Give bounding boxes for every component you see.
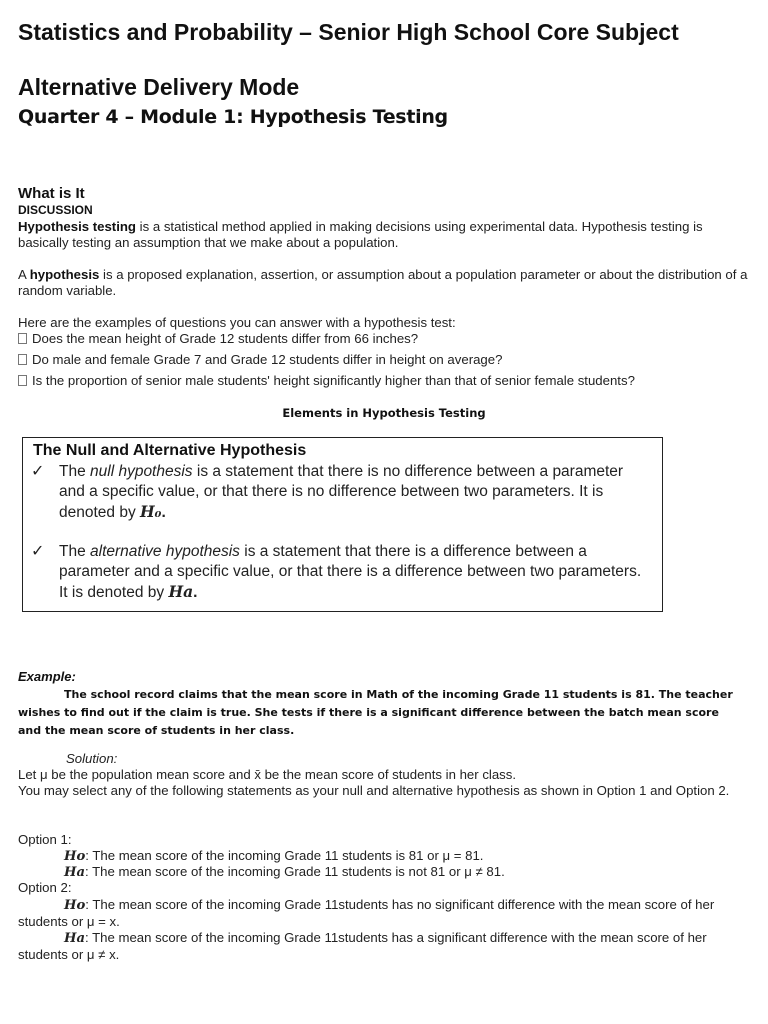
question-text: Does the mean height of Grade 12 students differ from 66 inches?	[32, 331, 419, 346]
question-text: Do male and female Grade 7 and Grade 12 students differ in height on average?	[32, 352, 503, 367]
let-statement: Let μ be the population mean score and x̄ be the mean score of students in her class.	[18, 767, 517, 782]
box-text: is a statement that there is no difference between a parameter and a specific value, or that there is no difference between two parameters. It is denoted by	[59, 463, 624, 521]
bullet-box-icon	[18, 375, 27, 386]
question-item	[18, 331, 418, 347]
solution-label: Solution:	[66, 751, 118, 766]
select-statement: You may select any of the following statements as your null and alternative hypothesis as shown in Option 1 and Option 2.	[18, 783, 730, 798]
symbol-ho: Ho	[64, 898, 86, 913]
box-title: The Null and Alternative Hypothesis	[33, 442, 307, 459]
example-label: Example:	[18, 669, 76, 684]
symbol-ho: Ho	[64, 849, 86, 864]
null-alternative-box	[22, 437, 663, 612]
option2-alternative	[18, 930, 744, 963]
term-hypothesis: hypothesis	[29, 267, 100, 282]
paragraph-text: is a statistical method applied in making decisions using experimental data. Hypothesis testing is basically testing an assumption that we make about a population.	[18, 219, 703, 250]
bullet-box-icon	[18, 354, 27, 365]
module-title: Quarter 4 – Module 1: Hypothesis Testing	[18, 106, 448, 128]
checkmark-icon: ✓	[31, 463, 45, 480]
option-text: : The mean score of the incoming Grade 11students has no significant difference with the mean score of her students or μ = x.	[18, 897, 715, 929]
question-item	[18, 352, 502, 368]
box-text: The	[59, 463, 91, 480]
paragraph-hypothesis-testing	[18, 219, 756, 251]
document-subtitle: Alternative Delivery Mode	[18, 74, 300, 100]
symbol-ha: Ha	[64, 865, 86, 880]
question-item	[18, 373, 635, 389]
option-text: : The mean score of the incoming Grade 11 students is 81 or μ = 81.	[85, 848, 484, 863]
box-text: is a statement that there is a difference between a parameter and a specific value, or that there is a difference between two parameters. It is denoted by	[59, 543, 642, 601]
bullet-box-icon	[18, 333, 27, 344]
section-label: DISCUSSION	[18, 203, 93, 217]
option2-null	[18, 897, 744, 930]
option1-label: Option 1:	[18, 832, 72, 847]
term-null-hypothesis: null hypothesis	[90, 463, 193, 480]
section-heading: What is It	[18, 185, 85, 202]
paragraph-hypothesis	[18, 267, 756, 299]
term-alternative-hypothesis: alternative hypothesis	[90, 543, 240, 560]
box-text: .	[193, 584, 198, 601]
paragraph-text: is a proposed explanation, assertion, or assumption about a population parameter or about the distribution of a random variable.	[18, 267, 748, 298]
paragraph-examples-intro: Here are the examples of questions you can answer with a hypothesis test:	[18, 315, 456, 330]
question-text: Is the proportion of senior male students' height significantly higher than that of senior female students?	[32, 373, 635, 388]
example-text: The school record claims that the mean score in Math of the incoming Grade 11 students is 81. The teacher wishes to find out if the claim is true. She tests if there is a significant difference between the batch mean score and the mean score of students in her class.	[18, 688, 733, 737]
symbol-ha: Ha	[168, 582, 194, 601]
option1-alternative	[64, 864, 505, 881]
option2-label: Option 2:	[18, 880, 72, 895]
box-text: .	[161, 504, 166, 521]
paragraph-text: A	[18, 267, 30, 282]
option-text: : The mean score of the incoming Grade 11students has a significant difference with the mean score of her students or μ ≠ x.	[18, 930, 707, 962]
symbol-h0: H₀	[140, 502, 162, 521]
term-hypothesis-testing: Hypothesis testing	[18, 219, 136, 234]
null-hypothesis-item	[31, 462, 649, 523]
document-title: Statistics and Probability – Senior High School Core Subject	[18, 19, 679, 45]
option-text: : The mean score of the incoming Grade 11 students is not 81 or μ ≠ 81.	[85, 864, 505, 879]
elements-title: Elements in Hypothesis Testing	[282, 406, 486, 420]
option1-null	[64, 848, 483, 865]
alternative-hypothesis-item	[31, 542, 649, 603]
checkmark-icon: ✓	[31, 543, 45, 560]
symbol-ha: Ha	[64, 931, 86, 946]
box-text: The	[59, 543, 91, 560]
